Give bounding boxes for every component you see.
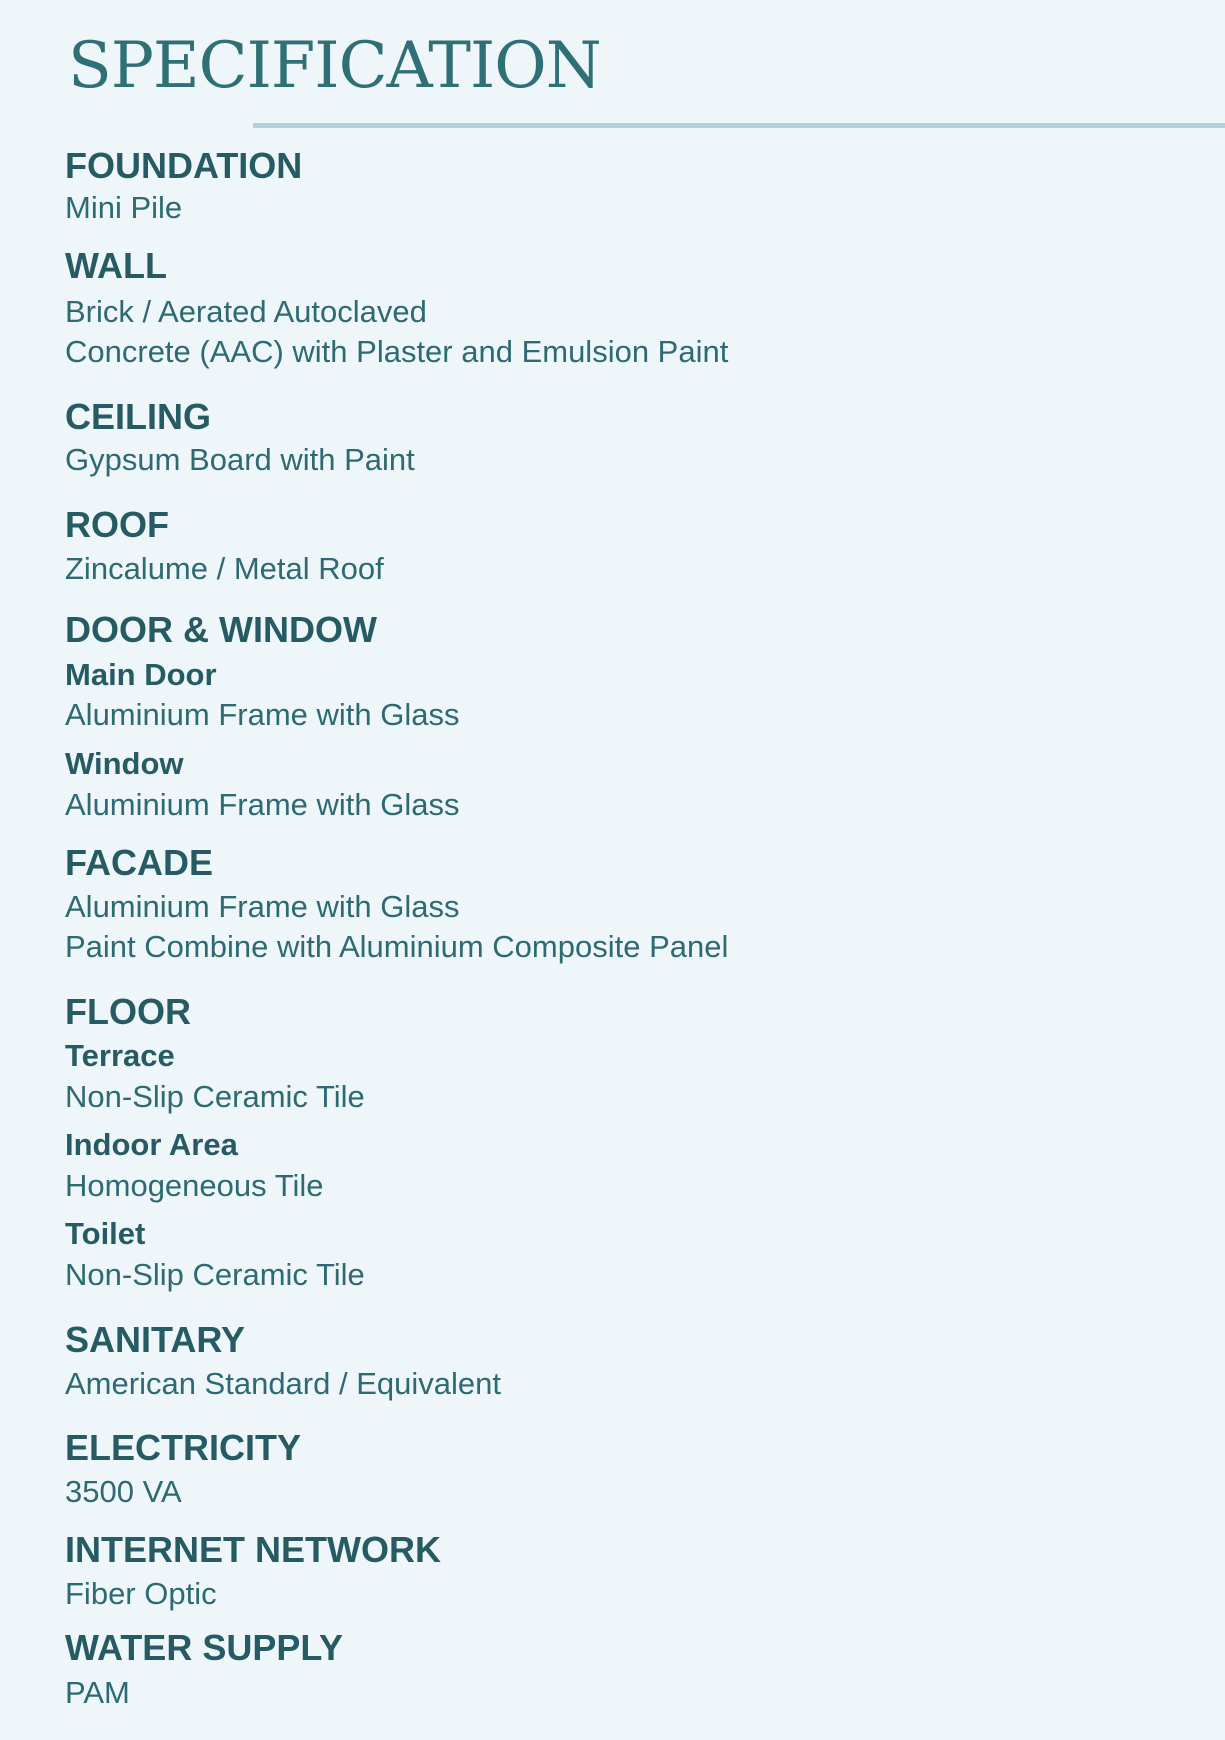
title-divider: [253, 123, 1225, 128]
page-title: SPECIFICATION: [68, 29, 601, 103]
sanitary-value: American Standard / Equivalent: [65, 1366, 501, 1401]
foundation-value: Mini Pile: [65, 190, 183, 225]
wall-value-line-2: Concrete (AAC) with Plaster and Emulsion Paint: [65, 334, 729, 369]
indoor-area-value: Homogeneous Tile: [65, 1168, 324, 1203]
sanitary-heading: SANITARY: [65, 1319, 245, 1360]
terrace-value: Non-Slip Ceramic Tile: [65, 1079, 365, 1114]
indoor-area-label: Indoor Area: [65, 1127, 238, 1162]
facade-value-line-2: Paint Combine with Aluminium Composite Panel: [65, 929, 729, 964]
window-label: Window: [65, 746, 184, 781]
water-supply-value: PAM: [65, 1675, 130, 1710]
roof-value: Zincalume / Metal Roof: [65, 551, 384, 586]
electricity-value: 3500 VA: [65, 1474, 182, 1509]
ceiling-value: Gypsum Board with Paint: [65, 442, 415, 477]
internet-value: Fiber Optic: [65, 1576, 217, 1611]
wall-value-line-1: Brick / Aerated Autoclaved: [65, 294, 427, 329]
terrace-label: Terrace: [65, 1038, 175, 1073]
roof-heading: ROOF: [65, 504, 169, 545]
electricity-heading: ELECTRICITY: [65, 1427, 302, 1468]
toilet-value: Non-Slip Ceramic Tile: [65, 1257, 365, 1292]
main-door-value: Aluminium Frame with Glass: [65, 697, 460, 732]
foundation-heading: FOUNDATION: [65, 145, 303, 186]
ceiling-heading: CEILING: [65, 396, 212, 437]
window-value: Aluminium Frame with Glass: [65, 787, 460, 822]
water-supply-heading: WATER SUPPLY: [65, 1627, 344, 1668]
toilet-label: Toilet: [65, 1216, 146, 1251]
door-window-heading: DOOR & WINDOW: [65, 609, 377, 650]
main-door-label: Main Door: [65, 657, 217, 692]
internet-heading: INTERNET NETWORK: [65, 1529, 441, 1570]
facade-value-line-1: Aluminium Frame with Glass: [65, 889, 460, 924]
facade-heading: FACADE: [65, 842, 214, 883]
wall-heading: WALL: [65, 245, 167, 286]
floor-heading: FLOOR: [65, 991, 191, 1032]
